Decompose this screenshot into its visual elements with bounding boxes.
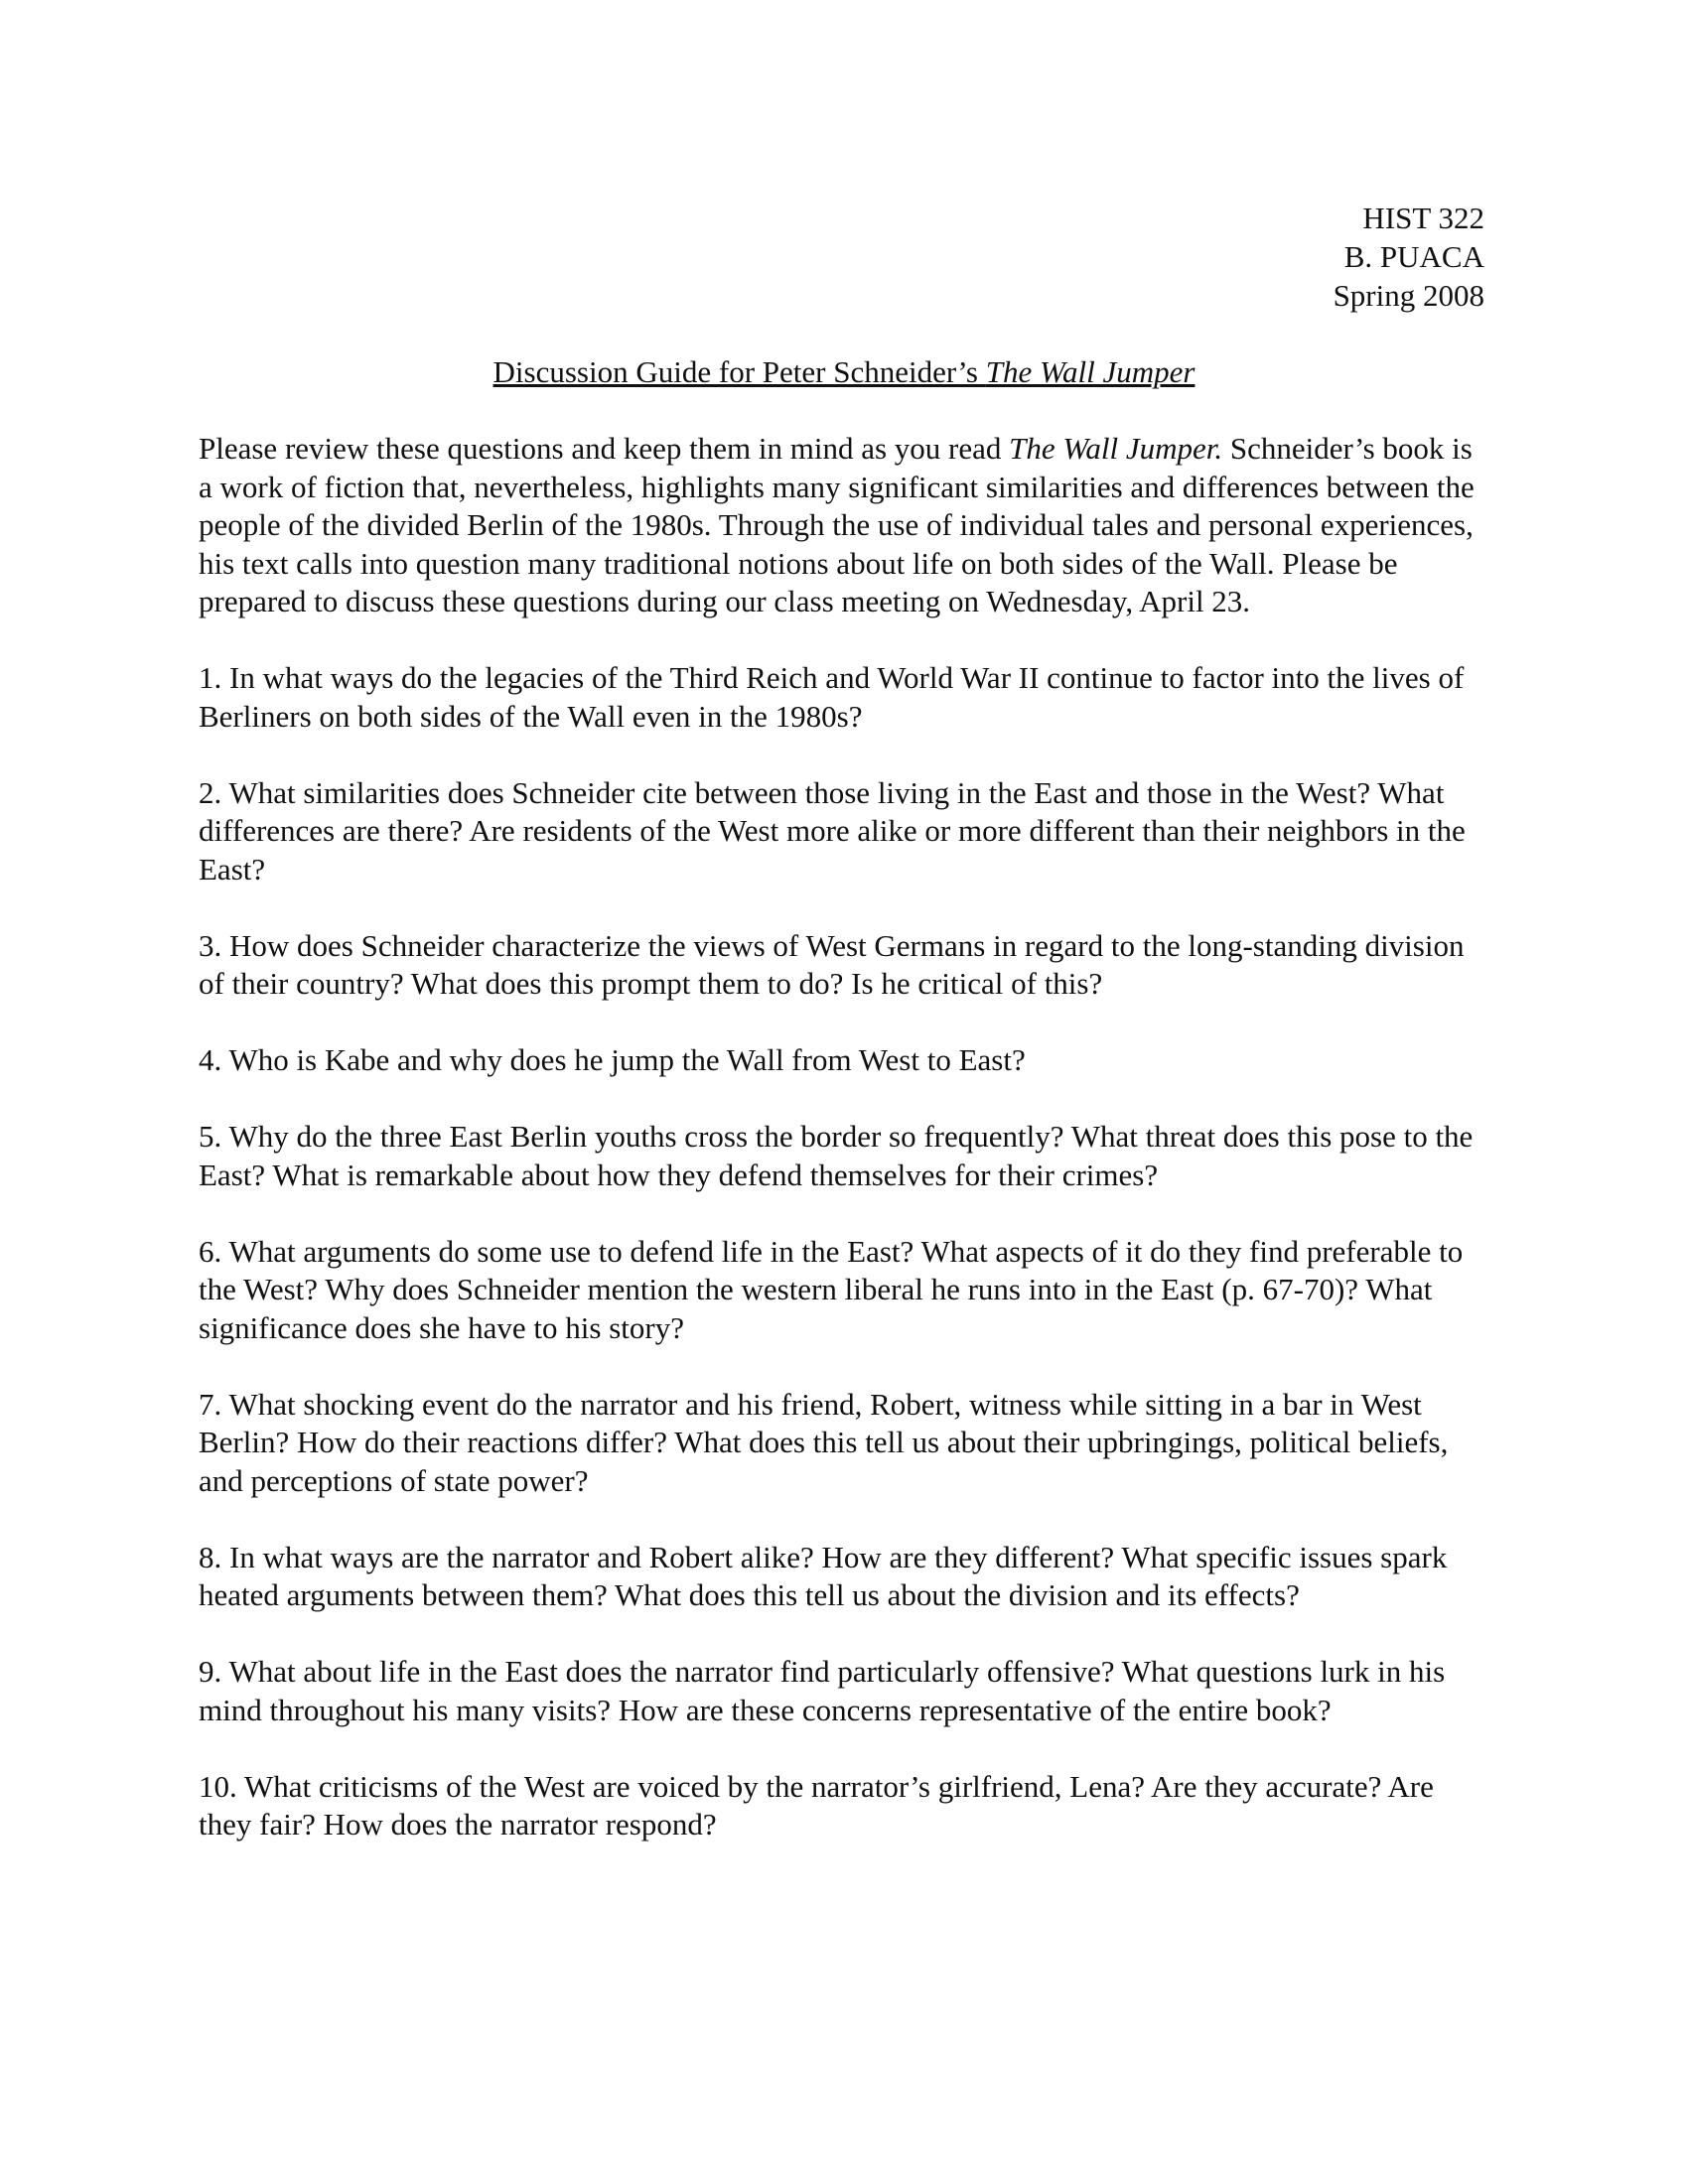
term: Spring 2008 xyxy=(1333,278,1484,313)
intro-book-title: The Wall Jumper. xyxy=(1009,431,1223,466)
page-title xyxy=(0,352,1688,391)
question-6: 6. What arguments do some use to defend life in the East? What aspects of it do they find preferable to the West? Why does Schneider mention the western liberal he runs into in the East (p. 67-70)? What significance does she have to his story? xyxy=(199,1233,1464,1345)
question-10: 10. What criticisms of the West are voiced by the narrator’s girlfriend, Lena? Are they accurate? Are they fair? How does the narrator respond? xyxy=(199,1768,1434,1842)
course-header xyxy=(1334,199,1484,315)
question-4: 4. Who is Kabe and why does he jump the Wall from West to East? xyxy=(199,1042,1026,1077)
question-1: 1. In what ways do the legacies of the Third Reich and World War II continue to factor into the lives of Berliners on both sides of the Wall even in the 1980s? xyxy=(199,660,1465,734)
question-9: 9. What about life in the East does the narrator find particularly offensive? What questions lurk in his mind throughout his many visits? How are these concerns representative of the entire book? xyxy=(199,1654,1446,1727)
intro-text-start: Please review these questions and keep them in mind as you read xyxy=(199,431,1010,466)
title-book: The Wall Jumper xyxy=(985,354,1196,389)
question-5: 5. Why do the three East Berlin youths cross the border so frequently? What threat does this pose to the East? What is remarkable about how they defend themselves for their crimes? xyxy=(199,1119,1474,1192)
question-8: 8. In what ways are the narrator and Robert alike? How are they different? What specific issues spark heated arguments between them? What does this tell us about the division and its effects? xyxy=(199,1539,1448,1612)
intro-paragraph xyxy=(199,430,1489,621)
instructor-name: B. PUACA xyxy=(1343,239,1484,274)
document-body xyxy=(199,430,1489,1882)
question-7: 7. What shocking event do the narrator and his friend, Robert, witness while sitting in a bar in West Berlin? How do their reactions differ? What does this tell us about their upbringings, political beliefs, and perceptions of state power? xyxy=(199,1386,1449,1498)
question-2: 2. What similarities does Schneider cite between those living in the East and those in the West? What differences are there? Are residents of the West more alike or more different than their neighbors in the East? xyxy=(199,774,1466,887)
course-code: HIST 322 xyxy=(1362,201,1484,235)
title-prefix: Discussion Guide for Peter Schneider’s xyxy=(492,354,986,389)
question-3: 3. How does Schneider characterize the views of West Germans in regard to the long-standing division of their country? What does this prompt them to do? Is he critical of this? xyxy=(199,927,1465,1001)
intro-text-rest: Schneider’s book is a work of fiction that, nevertheless, highlights many significant similarities and differences between the people of the divided Berlin of the 1980s. Through the use of individual tales and personal experiences, his text calls into question many traditional notions about life on both sides of the Wall. Please be prepared to discuss these questions during our class meeting on Wednesday, April 23. xyxy=(199,431,1475,618)
